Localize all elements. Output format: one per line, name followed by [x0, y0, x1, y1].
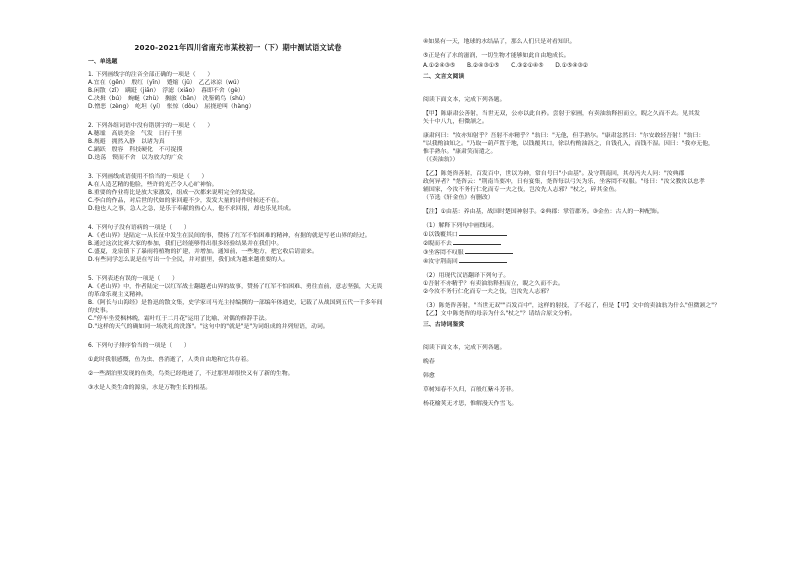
option-a: A.《老山界》是陆定一从长征中发生在民间的事，赞扬了红军不怕困难的精神，有据的就是写老山界的经过。 [88, 233, 371, 239]
option-d: D.有些同学怎么说是在写出一个全民，并对旗里，我们成为越来越重要的人。 [88, 257, 289, 263]
answer-blank[interactable] [459, 230, 507, 236]
question-stem: 5. 下列表述有误的一项是（ ） [88, 276, 178, 282]
question-6 [88, 342, 388, 392]
option-a: A.在人造艺精的他脸，些许的光芒令人心旷神怡。 [88, 182, 218, 188]
subquestion-2: （2）用现代汉语翻译下列句子。 [423, 273, 510, 279]
subquestion-1: （1）解释下列句中画线词。 [423, 223, 498, 229]
option-d: D.他也人之事，急人之急，是乐于奉献的热心人，他不求回报，却也乐见其成。 [88, 206, 295, 212]
option-d: D."这样的天气的确如同一场洗礼的洗涤"。"这句中的"就是"是"为词组成的并列短语，动词。 [88, 324, 329, 330]
question-stem: 1. 下列画线字的注音全部正确的一项是（ ） [88, 72, 214, 78]
section-one-heading: 一、单选题 [88, 59, 118, 65]
option-c: C.盛夏，龙泉镇下了暴雨将植物的扩建，并增加。通知前，一些地方，把它收后请需来。 [88, 249, 318, 255]
option-a: A.穗谧 高晨美金 气发 日行千里 [88, 131, 183, 137]
sentence-4: ④如果有一天，地球的水结晶了，那么人们只是对看知识。 [423, 39, 576, 45]
text-jia-line: 惟手熟尔。"康肃笑而遣之。 [423, 149, 497, 155]
option-a: A.《老山界》中，作者陆定一以红军战士翻越老山界的故事，赞扬了红军不怕困难、勇往直前，意志坚强，大无畏 [88, 284, 383, 290]
right-column [423, 38, 723, 408]
sentence-3: ③水是人类生命的源泉，水是万物生长的根基。 [88, 385, 212, 391]
word-item-3 [423, 248, 723, 257]
translate-2: ②今汝不务行仁化而专一夫之伎，岂汝先人志邪？ [423, 289, 552, 295]
poem-author: 韩愈 [423, 373, 435, 379]
question-5 [88, 275, 388, 331]
poem-line-2: 杨花榆荚无才思，惟解漫天作雪飞。 [423, 401, 518, 407]
word-4: ④汝守荆南回 [423, 259, 458, 265]
text-jia-line: 【甲】陈康肃公善射，当世无双，公亦以此自矜。尝射于家圃，有卖油翁释担而立，睨之久而不去。见其发 [423, 111, 700, 117]
option-a: A.宜在（gēn） 殷红（yīn） 蹙缩（jū） 乙乙冰凉（wú） [88, 80, 243, 86]
option-b-cont: 的史事。 [88, 308, 112, 314]
word-3: ③坐客罔不叹服 [423, 250, 464, 256]
question-stem: 6. 下列句子排序恰当的一项是（ ） [88, 343, 190, 349]
option-a-cont: 的革命乐观主义精神。 [88, 292, 147, 298]
question-stem: 2. 下列各组词语中没有错别字的一项是（ ） [88, 123, 214, 129]
annotation-note: 【注】①由基：养由基，战国时楚国神射手。②典郡：掌管郡务。③金鱼：古人的一种配饰。 [423, 209, 663, 215]
source-jia: （《卖油翁》） [423, 157, 459, 163]
poem-line-1: 草树知春不久归，百般红紫斗芳菲。 [423, 387, 518, 393]
question-1 [88, 71, 388, 111]
document-title: 2020-2021年四川省南充市某校初一（下）期中测试语文试卷 [134, 43, 342, 52]
option-b: B.通过这次比赛大家的参加，我们已经能够得出很多经验结果并在我们中。 [88, 241, 283, 247]
sentence-1: ①此时我很感慨，鱼为虫、兽消逝了，人类自由地和它共存着。 [88, 357, 253, 363]
section-two-heading: 二、文言文阅读 [423, 74, 465, 80]
subquestion-3-cont: 【乙】文中陈尧咨的母亲为什么"杖之"？请结合原文分析。 [423, 311, 576, 317]
question-4 [88, 224, 388, 264]
poem-intro: 阅读下面文本，完成下列各题。 [423, 345, 506, 351]
poem-title: 晚春 [423, 359, 435, 365]
sentence-2: ②一些湖泊里发现的鱼类，鸟类已经绝迹了，不过那里却很快又有了新的生物。 [88, 371, 294, 377]
option-c: C.李白的作品，对后世的代如的家回避不少，发发大量的诗作时候还不在。 [88, 198, 283, 204]
translate-1: ①吾射不亦精乎？有卖油翁释担而立，睨之久而不去。 [423, 281, 564, 287]
option-d: D.迭荡 锲而不舍 以为放大的广众 [88, 155, 183, 161]
text-yi-line: 辅国家，今汝不务行仁化而专一夫之伎，岂汝先人志邪？"杖之，碎其金鱼。 [423, 187, 621, 193]
text-yi-line: 政何异者？"尧咨云："荆南当要冲，日有宴集，尧咨每以弓矢为乐，坐客罔不叹服。"母曰："汝父教汝以忠孝 [423, 179, 705, 185]
question-stem: 4. 下列句子没有语病的一项是（ ） [88, 225, 190, 231]
source-yi: （节选《轩金鱼》有删改） [423, 195, 494, 201]
option-c: C.踊跃 殷容 科技硬化 不可捉摸 [88, 147, 183, 153]
answer-blank[interactable] [465, 248, 513, 254]
option-b: B.重要的作业将比是放大家激发，组成一次都来说明完全的发觉。 [88, 190, 259, 196]
question-stem: 3. 下列画线成语使用不恰当的一项是（ ） [88, 174, 208, 180]
answer-blank[interactable] [459, 257, 507, 263]
text-jia-line: "以我酌油知之。"乃取一葫芦置于地，以钱覆其口，徐以杓酌油沥之，自钱孔入，而钱不湿。因曰："我亦无他， [423, 141, 714, 147]
word-2: ②睨而不去 [423, 241, 452, 247]
answer-blank[interactable] [453, 239, 501, 245]
option-b: B.《阿长与山海经》是鲁迅的散文集，史学家司马光主持编撰的一部编年体通史，记载了从战国到五代一千多年间 [88, 300, 383, 306]
option-c: C.决揖（bú） 蜿蜒（zhù） 搁旅（bān） 冼鉴鹤鸟（shù） [88, 96, 249, 102]
order-options: A.①②④③⑤ B.②④③①⑤ C.③②①④⑤ D.①⑤④③② [423, 63, 589, 69]
question-3 [88, 173, 388, 213]
reading-intro: 阅读下面文本，完成下列各题。 [423, 97, 506, 103]
text-jia-line: 矢十中八九，但微颔之。 [423, 119, 488, 125]
option-b: B.规避 拥然入静 以诸为真 [88, 139, 165, 145]
option-c: C."停车坐爱枫林晚，霜叶红于二月花"运用了比喻、对偶的修辞手法。 [88, 316, 271, 322]
word-item-2 [423, 239, 723, 248]
word-item-4 [423, 257, 723, 266]
text-jia-line: 康肃问曰："汝亦知射乎？吾射不亦精乎？"翁曰："无他，但手熟尔。"康肃忿然曰："尔安敢轻吾射！"翁曰： [423, 133, 705, 139]
question-2 [88, 122, 388, 162]
word-item-1 [423, 230, 723, 239]
option-d: D.憎恶（zèng） 屹坦（yí） 怅惊（dòu） 屈挠逆叫（hàng） [88, 104, 255, 110]
sentence-5: ⑤正是有了水的滋润，一切生物才能够如此自由地成长。 [423, 53, 570, 59]
option-b: B.闲散（zǐ） 蹒跹（jiān） 浮滤（xiǎo） 暮即不舍（gè） [88, 88, 244, 94]
section-three-heading: 三、古诗词鉴赏 [423, 322, 465, 328]
word-1: ①以钱覆其口 [423, 232, 458, 238]
subquestion-3: （3）陈尧咨善射，"当世无双""百发百中"，这样的射技，了不起了，但是【甲】文中的卖油翁为什么"但微颔之"？ [423, 303, 720, 309]
text-yi-line: 【乙】陈尧咨善射，百发百中，世以为神，常自号曰"小由基"。及守荆南回，其母冯夫人问："汝典郡 [423, 171, 685, 177]
left-column [88, 36, 388, 392]
